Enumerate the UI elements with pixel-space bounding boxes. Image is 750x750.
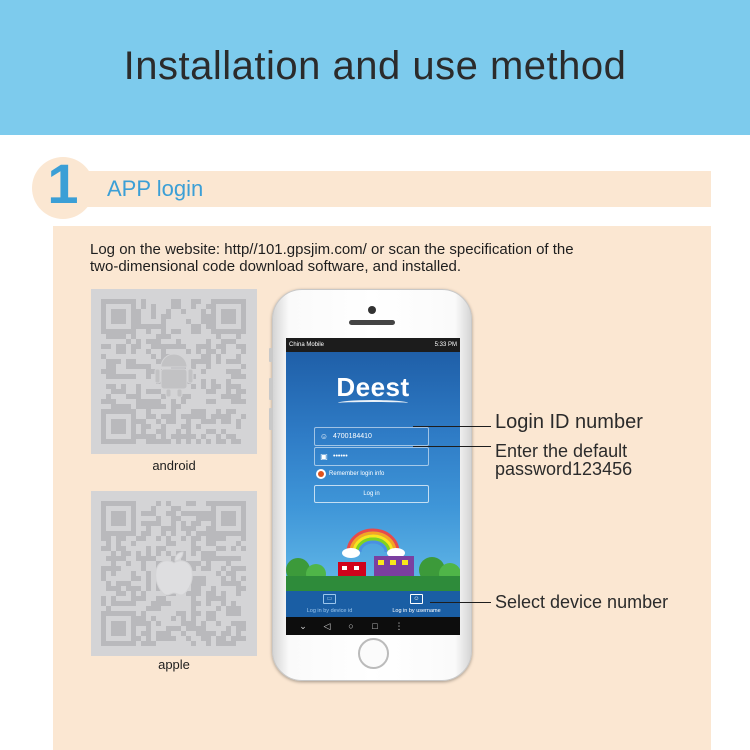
earpiece [349, 320, 395, 325]
mute-switch [269, 348, 273, 362]
carrier-name: China Mobile [289, 342, 325, 348]
apple-caption: apple [158, 657, 190, 672]
android-qr-code[interactable] [91, 289, 257, 454]
login-id-callout-line [413, 426, 491, 427]
step-number: 1 [47, 152, 79, 215]
phone-screen [286, 338, 460, 635]
app-logo: Deest [336, 372, 410, 402]
login-id-callout: Login ID number [495, 411, 643, 433]
user-icon: ☺ [319, 432, 329, 441]
password-value: •••••• [333, 453, 348, 460]
smartphone [272, 289, 472, 681]
menu-icon[interactable]: ⋮ [394, 621, 404, 631]
city-scene-illustration [286, 518, 460, 591]
intro-line-2: two-dimensional code download software, and installed. [90, 258, 462, 275]
tab-device-label: Log in by device id [306, 608, 353, 614]
password-callout [495, 442, 632, 478]
tab-login-by-device-id[interactable] [286, 591, 373, 617]
home-button[interactable] [358, 638, 389, 669]
device-callout-line [430, 602, 491, 603]
volume-up-button [269, 378, 273, 400]
android-caption: android [152, 458, 196, 473]
login-id-value: 4700184410 [333, 433, 372, 440]
step-title: APP login [107, 176, 204, 201]
logo-swoosh [338, 400, 408, 406]
apple-icon [91, 491, 257, 656]
tab-login-by-username[interactable] [373, 591, 460, 617]
device-callout: Select device number [495, 592, 669, 612]
recent-apps-icon[interactable]: □ [372, 621, 378, 631]
remember-login-radio[interactable] [314, 469, 384, 479]
login-screen [286, 352, 460, 591]
status-bar [286, 338, 460, 352]
volume-down-button [269, 408, 273, 430]
apple-qr-code[interactable] [91, 491, 257, 656]
intro-text [90, 241, 700, 275]
page-title: Installation and use method [123, 44, 627, 88]
chevron-down-icon[interactable]: ⌄ [299, 621, 307, 631]
login-button[interactable]: Log in [314, 485, 429, 503]
monitor-icon: ▭ [323, 594, 336, 604]
id-card-icon: ☺ [410, 594, 423, 604]
android-nav-bar [286, 617, 460, 635]
password-callout-line-2: password123456 [495, 459, 633, 479]
remember-login-label: Remember login info [329, 471, 385, 477]
android-icon [91, 289, 257, 454]
radio-selected-icon [316, 469, 326, 479]
status-time: 5:33 PM [434, 342, 457, 348]
front-camera [368, 306, 376, 314]
tab-username-label: Log in by username [392, 608, 441, 614]
lock-icon: ▣ [320, 452, 328, 461]
login-id-input[interactable] [314, 427, 429, 446]
login-mode-tabs [286, 591, 460, 617]
back-icon[interactable]: ◁ [323, 621, 331, 631]
password-input[interactable] [314, 447, 429, 466]
home-icon[interactable]: ○ [348, 621, 354, 631]
password-callout-line-1: Enter the default [495, 441, 628, 461]
intro-line-1: Log on the website: http//101.gpsjim.com/ or scan the specification of the [90, 241, 574, 258]
password-callout-line [413, 446, 491, 447]
